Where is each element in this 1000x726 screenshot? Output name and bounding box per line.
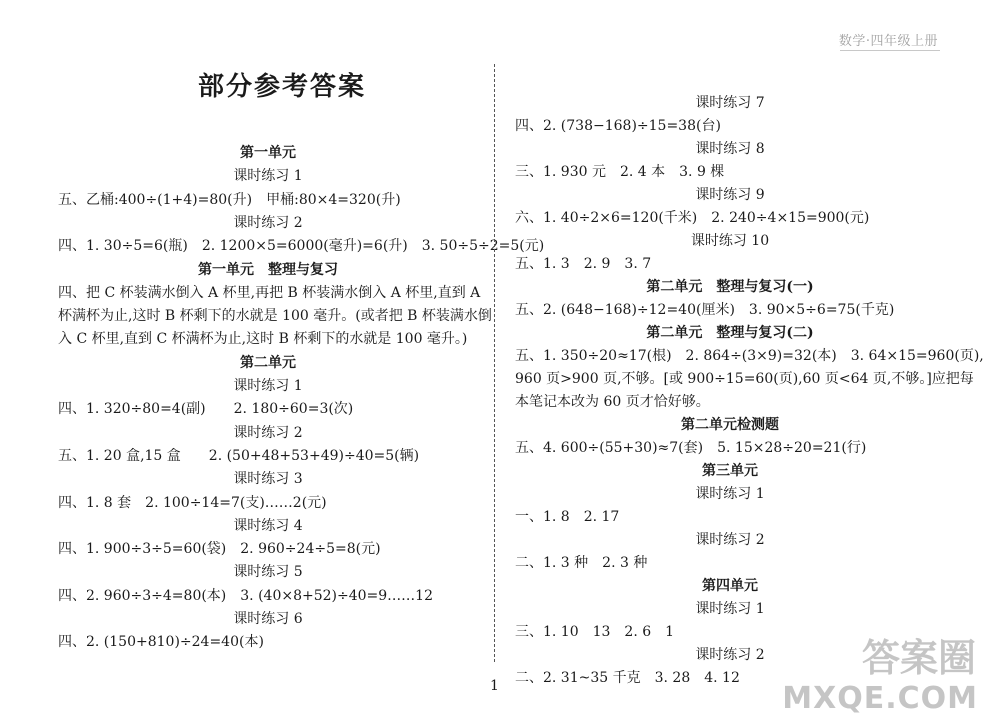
answer-line: 四、1. 900÷3÷5=60(袋) 2. 960÷24÷5=8(元) <box>58 541 381 558</box>
page-number: 1 <box>490 678 499 694</box>
section-heading: 第二单元 整理与复习(一) <box>646 279 814 295</box>
answer-line: 五、1. 20 盒,15 盒 2. (50+48+53+49)÷40=5(辆) <box>58 447 420 464</box>
answer-line: 五、4. 600÷(55+30)≈7(套) 5. 15×28÷20=21(行) <box>515 440 867 456</box>
answer-line: 五、2. (648−168)÷12=40(厘米) 3. 90×5÷6=75(千克) <box>515 302 895 318</box>
subsection-heading: 课时练习 1 <box>695 486 765 502</box>
answer-line: 三、1. 930 元 2. 4 本 3. 9 棵 <box>515 164 725 180</box>
answer-line: 入 C 杯里,直到 C 杯满杯为止,这时 B 杯剩下的水就是 100 毫升。) <box>58 331 468 348</box>
subsection-heading: 课时练习 10 <box>690 233 770 249</box>
answer-line: 四、1. 320÷80=4(副) 2. 180÷60=3(次) <box>58 401 354 418</box>
subsection-heading: 课时练习 5 <box>233 564 303 581</box>
answer-line: 960 页>900 页,不够。[或 900÷15=60(页),60 页<64 页,不够。]应把每 <box>515 371 974 387</box>
answer-line: 本笔记本改为 60 页才恰好够。 <box>515 394 710 410</box>
subsection-heading: 课时练习 1 <box>233 378 303 394</box>
section-heading: 第一单元 整理与复习 <box>198 261 338 278</box>
subsection-heading: 课时练习 7 <box>695 95 765 111</box>
answer-line: 五、1. 3 2. 9 3. 7 <box>515 256 652 272</box>
answer-line: 四、1. 8 套 2. 100÷14=7(支)……2(元) <box>58 494 327 511</box>
subsection-heading: 课时练习 4 <box>233 517 303 534</box>
answer-line: 四、把 C 杯装满水倒入 A 杯里,再把 B 杯装满水倒入 A 杯里,直到 A <box>58 284 481 301</box>
answer-line: 杯满杯为止,这时 B 杯剩下的水就是 100 毫升。(或者把 B 杯装满水倒 <box>58 308 492 325</box>
answer-line: 五、乙桶:400÷(1+4)=80(升) 甲桶:80×4=320(升) <box>58 191 401 208</box>
subsection-heading: 课时练习 6 <box>233 611 303 627</box>
subsection-heading: 课时练习 1 <box>695 601 765 617</box>
subsection-heading: 课时练习 2 <box>233 424 303 441</box>
subsection-heading: 课时练习 2 <box>695 532 765 548</box>
answer-line: 四、2. (150+810)÷24=40(本) <box>58 634 264 651</box>
answer-line: 一、1. 8 2. 17 <box>515 509 620 525</box>
watermark-url: MXQE.COM <box>782 681 978 716</box>
answer-line: 六、1. 40÷2×6=120(千米) 2. 240÷4×15=900(元) <box>515 210 870 226</box>
section-heading: 第二单元检测题 <box>681 417 779 433</box>
answer-line: 五、1. 350÷20≈17(根) 2. 864÷(3×9)=32(本) 3. 64×15=960(页), <box>515 348 984 364</box>
answer-line: 四、2. (738−168)÷15=38(台) <box>515 118 721 134</box>
answer-line: 二、1. 3 种 2. 3 种 <box>515 555 648 571</box>
section-heading: 第一单元 <box>240 145 296 161</box>
subsection-heading: 课时练习 1 <box>233 168 303 185</box>
answer-line: 四、1. 30÷5=6(瓶) 2. 1200×5=6000(毫升)=6(升) 3. 50÷5÷2=5(元) <box>58 238 545 255</box>
subsection-heading: 课时练习 2 <box>233 214 303 231</box>
header-tag: 数学·四年级上册 <box>838 34 938 49</box>
section-heading: 第二单元 整理与复习(二) <box>646 325 814 341</box>
subsection-heading: 课时练习 2 <box>695 647 765 663</box>
section-heading: 第二单元 <box>240 354 296 371</box>
section-heading: 第三单元 <box>702 463 758 479</box>
header-rule <box>840 50 940 51</box>
answer-line: 三、1. 10 13 2. 6 1 <box>515 624 675 640</box>
watermark-logo: 答案圈 <box>861 636 976 680</box>
subsection-heading: 课时练习 3 <box>233 471 303 488</box>
answer-line: 四、2. 960÷3÷4=80(本) 3. (40×8+52)÷40=9……12 <box>58 587 433 604</box>
answer-line: 二、2. 31~35 千克 3. 28 4. 12 <box>515 670 740 686</box>
subsection-heading: 课时练习 9 <box>695 187 765 203</box>
column-divider <box>494 64 495 662</box>
section-heading: 第四单元 <box>702 578 758 594</box>
page-title: 部分参考答案 <box>198 72 367 102</box>
subsection-heading: 课时练习 8 <box>695 141 765 157</box>
